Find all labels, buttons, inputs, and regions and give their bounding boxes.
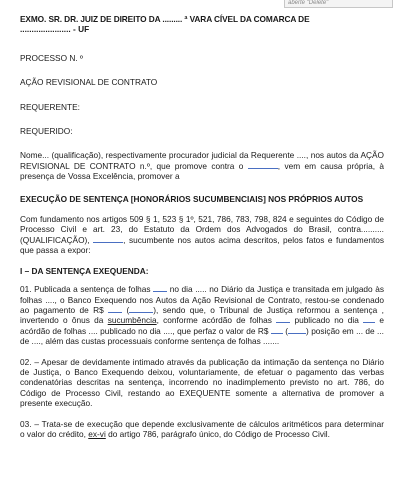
court-heading-line1: EXMO. SR. DR. JUIZ DE DIREITO DA ......... ª VARA CÍVEL DA COMARCA DE — [20, 14, 310, 24]
total-value-blank[interactable] — [271, 327, 283, 334]
p01-text-a: 01. Publicada a sentença de folhas — [20, 284, 151, 295]
total-value-words-blank[interactable] — [288, 327, 306, 334]
executed-party-blank[interactable] — [93, 236, 123, 243]
p01-text-e: sucumbência — [107, 315, 157, 326]
p01-text-d: ), sendo que, o Tribunal de Justiça reformou a sentença , invertendo o ônus da — [20, 304, 384, 326]
defendant-label: REQUERIDO: — [20, 126, 73, 137]
p03-text-c: do artigo 786, parágrafo único, do Código de Processo Civil. — [108, 428, 330, 439]
p01-text-b: no dia ..... no Diário da Justiça e transitada em julgado às folhas ...., o Banco Exequendo nos Autos da Ação Revisional de Contrato, restou-se condenado ao pagamento de R$ — [20, 284, 385, 315]
defendant-name-blank[interactable] — [248, 162, 278, 169]
intro-text-a: Nome... (qualificação), respectivamente procurador judicial da Requerente ...., nos autos da AÇÃO REVISIONAL DE CONTRATO n.º, que promove contra o — [20, 150, 384, 171]
intro-text-b: , vem em causa própria, à presença de Vossa Excelência, promover a — [20, 160, 384, 182]
legal-basis-text-b: , sucumbente nos autos acima descritos, pelos fatos e fundamentos que passa a expor: — [20, 234, 385, 256]
p01-text-i: ( — [285, 325, 289, 336]
p01-text-f: , conforme acórdão de folhas — [156, 315, 272, 326]
legal-basis-text-a: Com fundamento nos artigos 509 § 1, 523 § 1º, 521, 786, 783, 798, 824 e seguintes do Código de Processo Civil e art. 23, do Estatuto da Ordem dos Advogados do Brasil, contra.......... (QUALIFICAÇÃO), — [20, 214, 384, 245]
p01-text-g: publicado no dia — [294, 315, 359, 326]
process-number-label: PROCESSO N. º — [20, 52, 83, 63]
appeal-pages-blank[interactable] — [276, 316, 290, 323]
intro-paragraph — [20, 150, 384, 181]
paragraph-03 — [20, 419, 384, 440]
appeal-date-blank[interactable] — [363, 316, 375, 323]
condemnation-value-words-blank[interactable] — [126, 304, 153, 315]
execution-title: EXECUÇÃO DE SENTENÇA [HONORÁRIOS SUCUMBENCIAIS] NOS PRÓPRIOS AUTOS — [20, 193, 364, 204]
action-name: AÇÃO REVISIONAL DE CONTRATO — [20, 77, 158, 88]
paragraph-01 — [20, 284, 384, 346]
p01-text-j: ) posição em ... de ... de ...., além das custas processuais conforme sentença de folhas ....... — [20, 325, 384, 347]
hint-note: aberte "Delete" — [284, 0, 393, 8]
p03-text-b: ex-vi — [88, 428, 106, 439]
p01-text-h: e acórdão de folhas .... publicado no dia ...., que perfaz o valor de R$ — [20, 315, 385, 336]
sentence-pages-blank[interactable] — [153, 285, 167, 292]
p01-text-c: ( — [126, 304, 130, 315]
paragraph-02: 02. – Apesar de devidamente intimado através da publicação da intimação da sentença no Diário de Justiça, o Banco Exequendo deixou, voluntariamente, de efetuar o pagamento das verbas condenatórias descritas na sentença, incorrendo no inadimplemento previsto no art. 786, do Código de Processo Civil, restando ao EXEQUENTE somente a alternativa de promover a presente execução. — [20, 356, 384, 409]
condemnation-value-blank[interactable] — [108, 306, 122, 313]
petition-document — [20, 14, 384, 439]
legal-basis-paragraph — [20, 214, 384, 256]
p03-text-a: 03. – Trata-se de execução que depende exclusivamente de cálculos aritméticos para determinar o valor do crédito, — [20, 418, 384, 439]
court-heading-line2: ...................... - UF — [20, 24, 90, 35]
section-title-sentence: I – DA SENTENÇA EXEQUENDA: — [20, 265, 149, 276]
plaintiff-label: REQUERENTE: — [20, 101, 80, 112]
